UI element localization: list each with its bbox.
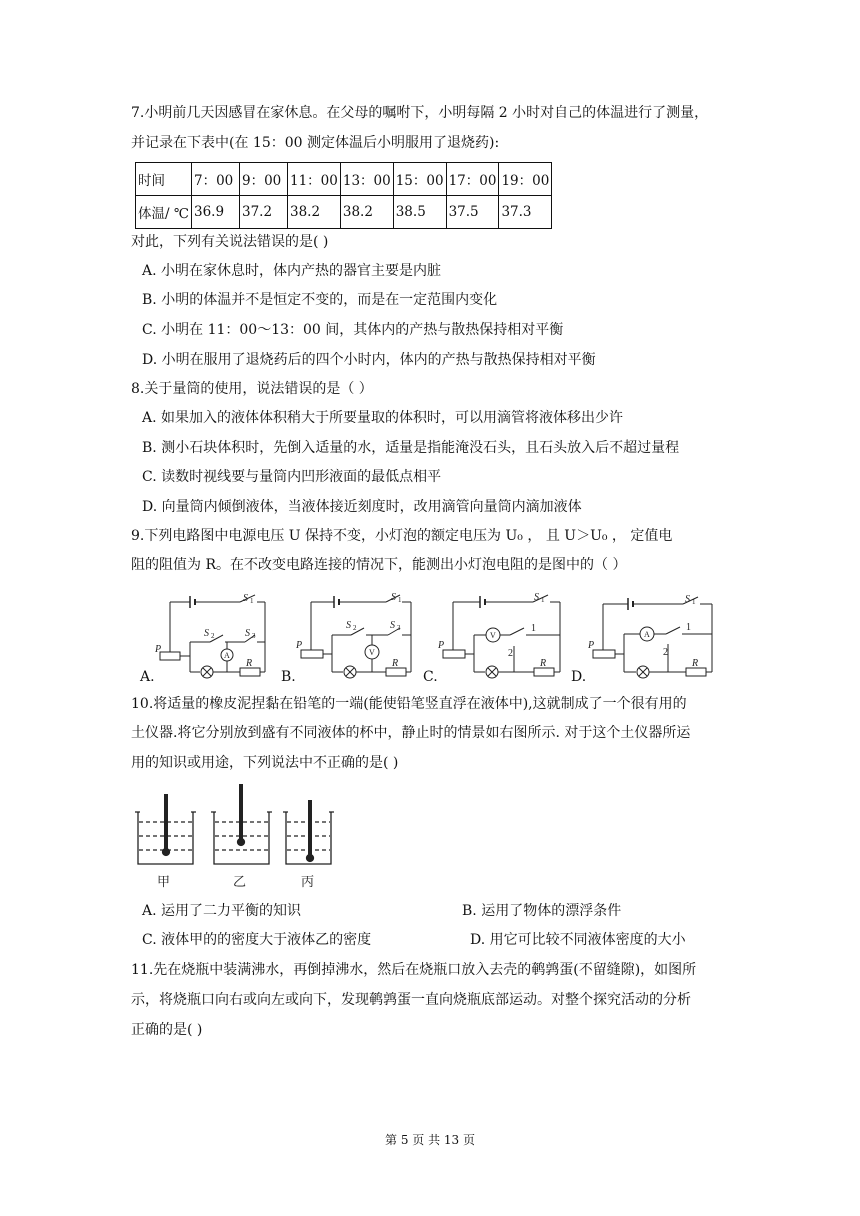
switch-subscript: 1	[398, 596, 402, 604]
circuit-diagram-c	[438, 590, 568, 682]
circuit-label-c[interactable]: C.	[423, 669, 438, 685]
q8-option-b[interactable]: B. 测小石块体积时，先倒入适量的水，适量是指能淹没石头，且石头放入后不超过量程	[142, 440, 680, 456]
q10-option-d[interactable]: D. 用它可比较不同液体密度的大小	[470, 932, 686, 948]
q7-option-a[interactable]: A. 小明在家休息时，体内产热的器官主要是内脏	[142, 263, 442, 279]
q7-option-c[interactable]: C. 小明在 11：00～13：00 间，其体内的产热与散热保持相对平衡	[142, 322, 564, 338]
table-cell: 38.5	[393, 196, 446, 229]
switch-subscript: 1	[250, 597, 254, 605]
switch-subscript: 1	[692, 598, 696, 606]
q7-stem-line2: 并记录在下表中(在 15：00 测定体温后小明服用了退烧药):	[131, 135, 500, 151]
q7-question: 对此，下列有关说法错误的是( )	[131, 234, 329, 250]
q11-stem-line1: 11.先在烧瓶中装满沸水，再倒掉沸水，然后在烧瓶口放入去壳的鹌鹑蛋(不留缝隙)，如图所	[131, 962, 697, 978]
q8-stem: 8.关于量筒的使用，说法错误的是（ ）	[131, 381, 373, 397]
q7-stem-line1: 7.小明前几天因感冒在家休息。在父母的嘱咐下，小明每隔 2 小时对自己的体温进行了测量，	[131, 105, 709, 121]
switch-label: S	[685, 594, 690, 605]
table-cell: 17：00	[446, 163, 499, 196]
table-cell: 36.9	[192, 196, 240, 229]
switch-subscript: 1	[541, 596, 545, 604]
table-cell: 9：00	[240, 163, 288, 196]
q9-stem-line2: 阻的阻值为 R。在不改变电路连接的情况下，能测出小灯泡电阻的是图中的（ ）	[131, 557, 627, 573]
switch-label: S	[243, 593, 248, 604]
switch-subscript: 2	[353, 624, 357, 632]
switch-subscript: 2	[211, 632, 215, 640]
switch-label: S	[534, 592, 539, 603]
position-label: 1	[686, 622, 691, 633]
q7-option-b[interactable]: B. 小明的体温并不是恒定不变的，而是在一定范围内变化	[142, 292, 498, 308]
table-header-time: 时间	[136, 163, 192, 196]
table-cell: 13：00	[340, 163, 393, 196]
slider-label: P	[155, 644, 162, 655]
table-cell: 38.2	[340, 196, 393, 229]
table-cell: 38.2	[288, 196, 341, 229]
q10-option-c[interactable]: C. 液体甲的的密度大于液体乙的密度	[142, 932, 372, 948]
temperature-table	[135, 162, 552, 229]
q9-stem-line1: 9.下列电路图中电源电压 U 保持不变，小灯泡的额定电压为 U₀ ， 且 U＞U₀ ， 定值电	[131, 528, 673, 544]
slider-label: P	[588, 640, 595, 651]
resistor-label: R	[392, 658, 399, 669]
circuit-label-d[interactable]: D.	[571, 669, 587, 685]
resistor-label: R	[540, 658, 547, 669]
voltmeter-label: V	[490, 631, 496, 640]
circuit-diagram-a	[155, 592, 275, 684]
page-footer: 第 5 页 共 13 页	[385, 1133, 475, 1147]
position-label: 2	[508, 648, 513, 659]
table-cell: 37.5	[446, 196, 499, 229]
table-cell: 7：00	[192, 163, 240, 196]
q10-stem-line1: 10.将适量的橡皮泥捏黏在铅笔的一端(能使铅笔竖直浮在液体中),这就制成了一个很有用的	[131, 696, 687, 712]
beaker-label-yi: 乙	[233, 875, 247, 890]
q10-option-b[interactable]: B. 运用了物体的漂浮条件	[462, 903, 622, 919]
switch-label: S	[346, 620, 351, 631]
circuit-label-a[interactable]: A.	[140, 669, 155, 685]
ammeter-label: A	[644, 630, 650, 639]
circuit-diagram-b	[296, 590, 421, 682]
table-row	[136, 196, 552, 229]
resistor-label: R	[246, 658, 253, 669]
q11-stem-line3: 正确的是( )	[131, 1022, 203, 1038]
q8-option-d[interactable]: D. 向量筒内倾倒液体，当液体接近刻度时，改用滴管向量筒内滴加液体	[142, 499, 582, 515]
q8-option-a[interactable]: A. 如果加入的液体体积稍大于所要量取的体积时，可以用滴管将液体移出少许	[142, 410, 624, 426]
position-label: 2	[663, 647, 668, 658]
ammeter-label: A	[224, 651, 230, 660]
q10-stem-line2: 土仪器.将它分别放到盛有不同液体的杯中，静止时的情景如右图所示. 对于这个土仪器所运	[131, 725, 691, 741]
switch-label: S	[390, 620, 395, 631]
beaker-yi	[211, 784, 272, 864]
switch-subscript: 3	[397, 624, 401, 632]
table-cell: 15：00	[393, 163, 446, 196]
q10-option-a[interactable]: A. 运用了二力平衡的知识	[142, 903, 302, 919]
resistor-label: R	[692, 658, 699, 669]
beaker-label-jia: 甲	[157, 875, 171, 890]
voltmeter-label: V	[369, 648, 375, 657]
q7-option-d[interactable]: D. 小明在服用了退烧药后的四个小时内，体内的产热与散热保持相对平衡	[142, 352, 596, 368]
slider-label: P	[296, 640, 303, 651]
switch-subscript: 3	[252, 632, 256, 640]
beaker-figure	[135, 782, 335, 892]
switch-label: S	[204, 628, 209, 639]
circuit-diagram-d	[588, 592, 718, 684]
beaker-jia	[135, 794, 196, 864]
table-row	[136, 163, 552, 196]
table-cell: 37.3	[499, 196, 552, 229]
switch-label: S	[245, 628, 250, 639]
position-label: 1	[531, 623, 536, 634]
switch-label: S	[391, 592, 396, 603]
table-cell: 37.2	[240, 196, 288, 229]
slider-label: P	[438, 640, 445, 651]
beaker-bing	[283, 800, 334, 864]
table-cell: 19：00	[499, 163, 552, 196]
table-cell: 11：00	[288, 163, 341, 196]
circuit-label-b[interactable]: B.	[281, 669, 296, 685]
q11-stem-line2: 示，将烧瓶口向右或向左或向下，发现鹌鹑蛋一直向烧瓶底部运动。对整个探究活动的分析	[131, 992, 691, 1008]
beaker-label-bing: 丙	[301, 875, 315, 890]
table-header-temp: 体温/ ℃	[136, 196, 192, 229]
q10-stem-line3: 用的知识或用途，下列说法中不正确的是( )	[131, 755, 399, 771]
q8-option-c[interactable]: C. 读数时视线要与量筒内凹形液面的最低点相平	[142, 469, 442, 485]
